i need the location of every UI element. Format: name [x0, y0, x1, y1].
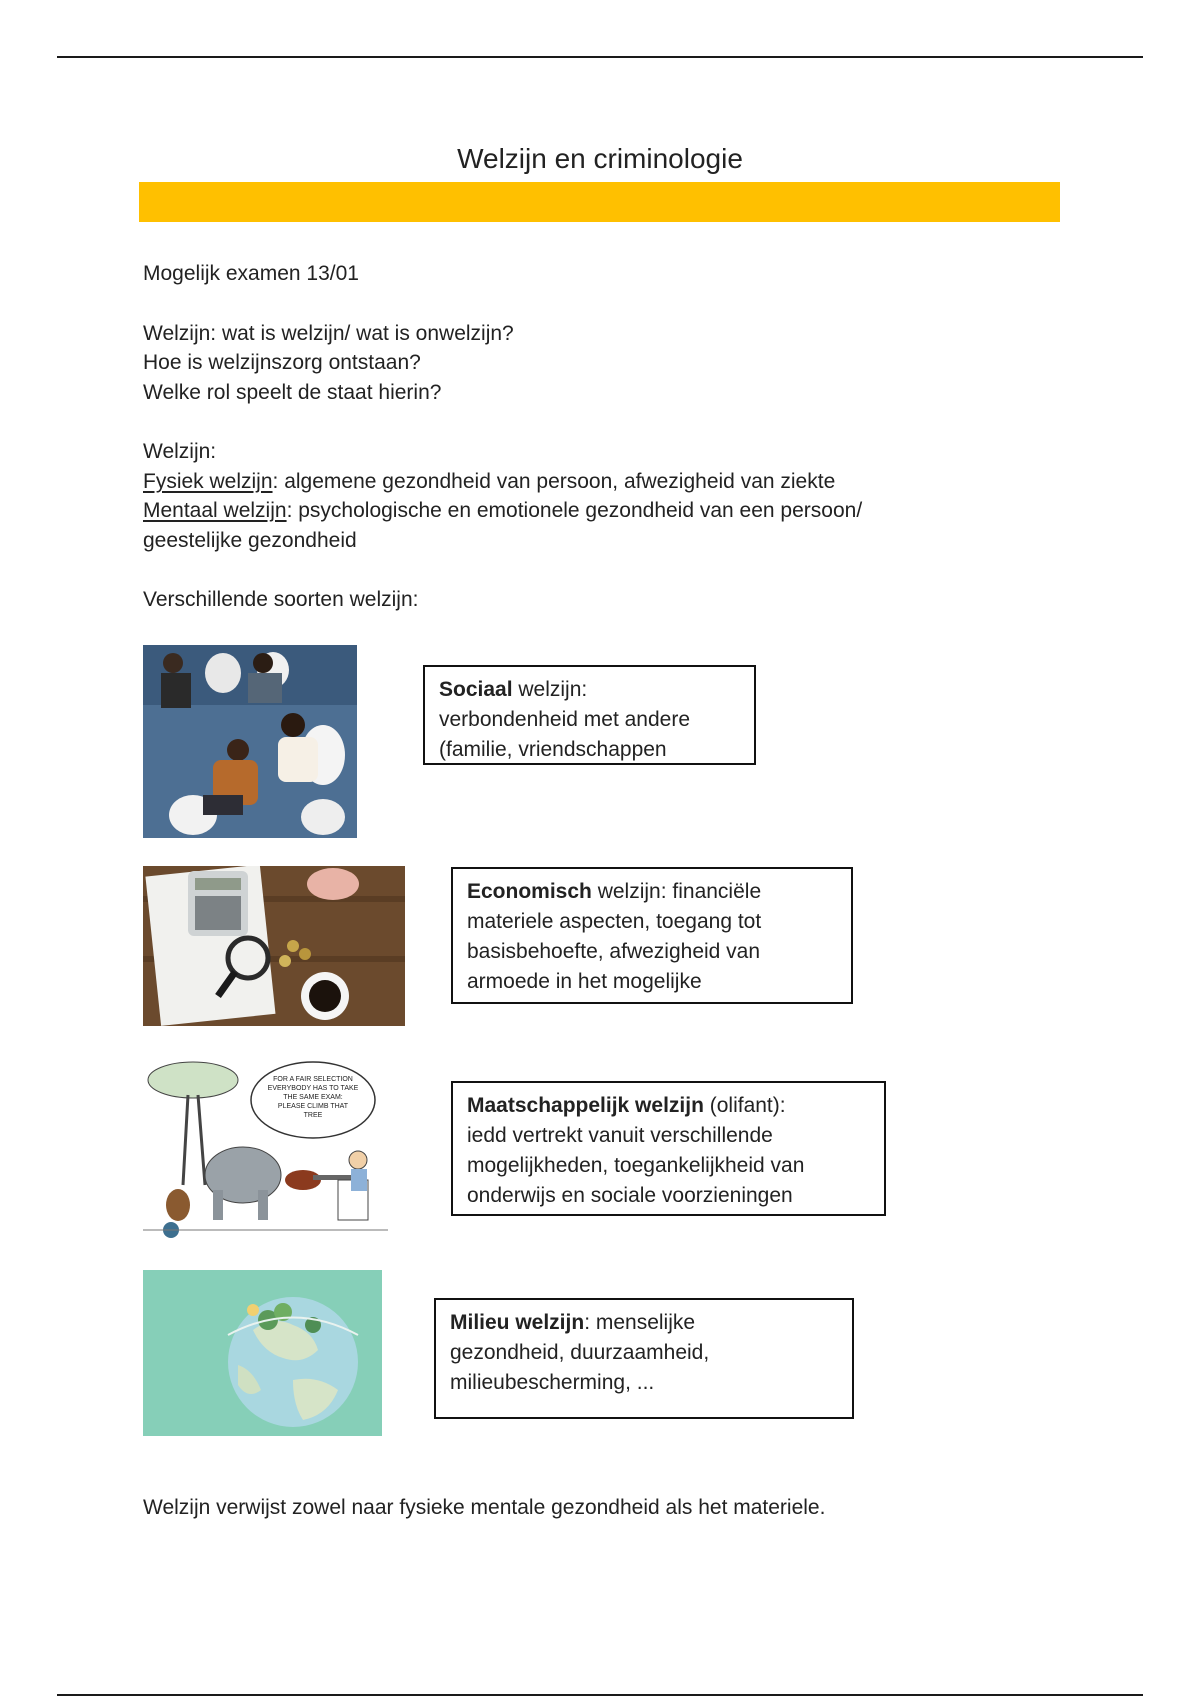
- mentaal-welzijn-line-2: geestelijke gezondheid: [143, 529, 357, 552]
- milieu-welzijn-box: [434, 1298, 854, 1419]
- maatschappelijk-rest: (olifant):: [703, 1094, 786, 1117]
- speech-line-4: PLEASE CLIMB THAT: [277, 1103, 349, 1110]
- top-rule: [57, 56, 1143, 58]
- speech-line-3: THE SAME EXAM:: [283, 1094, 343, 1101]
- social-group-photo: [143, 645, 357, 838]
- economisch-line-3: basisbehoefte, afwezigheid van: [467, 940, 761, 963]
- bottom-rule: [57, 1694, 1143, 1696]
- maatschappelijk-line-3: mogelijkheden, toegankelijkheid van: [467, 1154, 805, 1177]
- sociaal-bold: Sociaal: [439, 678, 513, 701]
- milieu-line-2: gezondheid, duurzaamheid,: [450, 1341, 710, 1364]
- economic-calculator-photo: [143, 866, 405, 1026]
- fysiek-term: Fysiek welzijn: [143, 470, 273, 493]
- soorten-heading: Verschillende soorten welzijn:: [143, 588, 419, 611]
- maatschappelijk-welzijn-box: [451, 1081, 886, 1216]
- exam-date: Mogelijk examen 13/01: [143, 262, 359, 285]
- sociaal-line-3: (familie, vriendschappen: [439, 738, 667, 761]
- equality-cartoon: [143, 1055, 388, 1245]
- title-highlight-bar: [139, 182, 1060, 222]
- document-title: Welzijn en criminologie: [457, 143, 743, 174]
- question-2: Hoe is welzijnszorg ontstaan?: [143, 351, 421, 374]
- question-3: Welke rol speelt de staat hierin?: [143, 381, 442, 404]
- maatschappelijk-bold: Maatschappelijk welzijn: [467, 1094, 704, 1117]
- maatschappelijk-line-4: onderwijs en sociale voorzieningen: [467, 1184, 793, 1207]
- fysiek-text: : algemene gezondheid van persoon, afwezigheid van ziekte: [272, 470, 836, 493]
- speech-line-5: TREE: [303, 1112, 323, 1119]
- welzijn-heading: Welzijn:: [143, 440, 217, 463]
- economisch-line-4: armoede in het mogelijke: [467, 970, 702, 993]
- speech-line-2: EVERYBODY HAS TO TAKE: [267, 1085, 359, 1092]
- milieu-bold: Milieu welzijn: [450, 1311, 585, 1334]
- mentaal-text: : psychologische en emotionele gezondheid van een persoon/: [286, 499, 863, 522]
- eco-globe-image: [143, 1270, 382, 1436]
- sociaal-line-2: verbondenheid met andere: [439, 708, 691, 731]
- economisch-line-2: materiele aspecten, toegang tot: [467, 910, 762, 933]
- question-1: Welzijn: wat is welzijn/ wat is onwelzijn?: [143, 322, 514, 345]
- maatschappelijk-line-2: iedd vertrekt vanuit verschillende: [467, 1124, 773, 1147]
- sociaal-welzijn-box: [423, 665, 756, 765]
- fysiek-welzijn-line: [143, 470, 835, 494]
- mentaal-term: Mentaal welzijn: [143, 499, 287, 522]
- milieu-rest: : menselijke: [584, 1311, 696, 1334]
- mentaal-welzijn-line: [143, 499, 862, 523]
- economisch-bold: Economisch: [467, 880, 592, 903]
- milieu-line-3: milieubescherming, ...: [450, 1371, 655, 1394]
- speech-line-1: FOR A FAIR SELECTION: [273, 1076, 353, 1083]
- sociaal-rest: welzijn:: [512, 678, 588, 701]
- economisch-rest: welzijn: financiële: [591, 880, 762, 903]
- conclusion: Welzijn verwijst zowel naar fysieke mentale gezondheid als het materiele.: [143, 1496, 826, 1519]
- economisch-welzijn-box: [451, 867, 853, 1004]
